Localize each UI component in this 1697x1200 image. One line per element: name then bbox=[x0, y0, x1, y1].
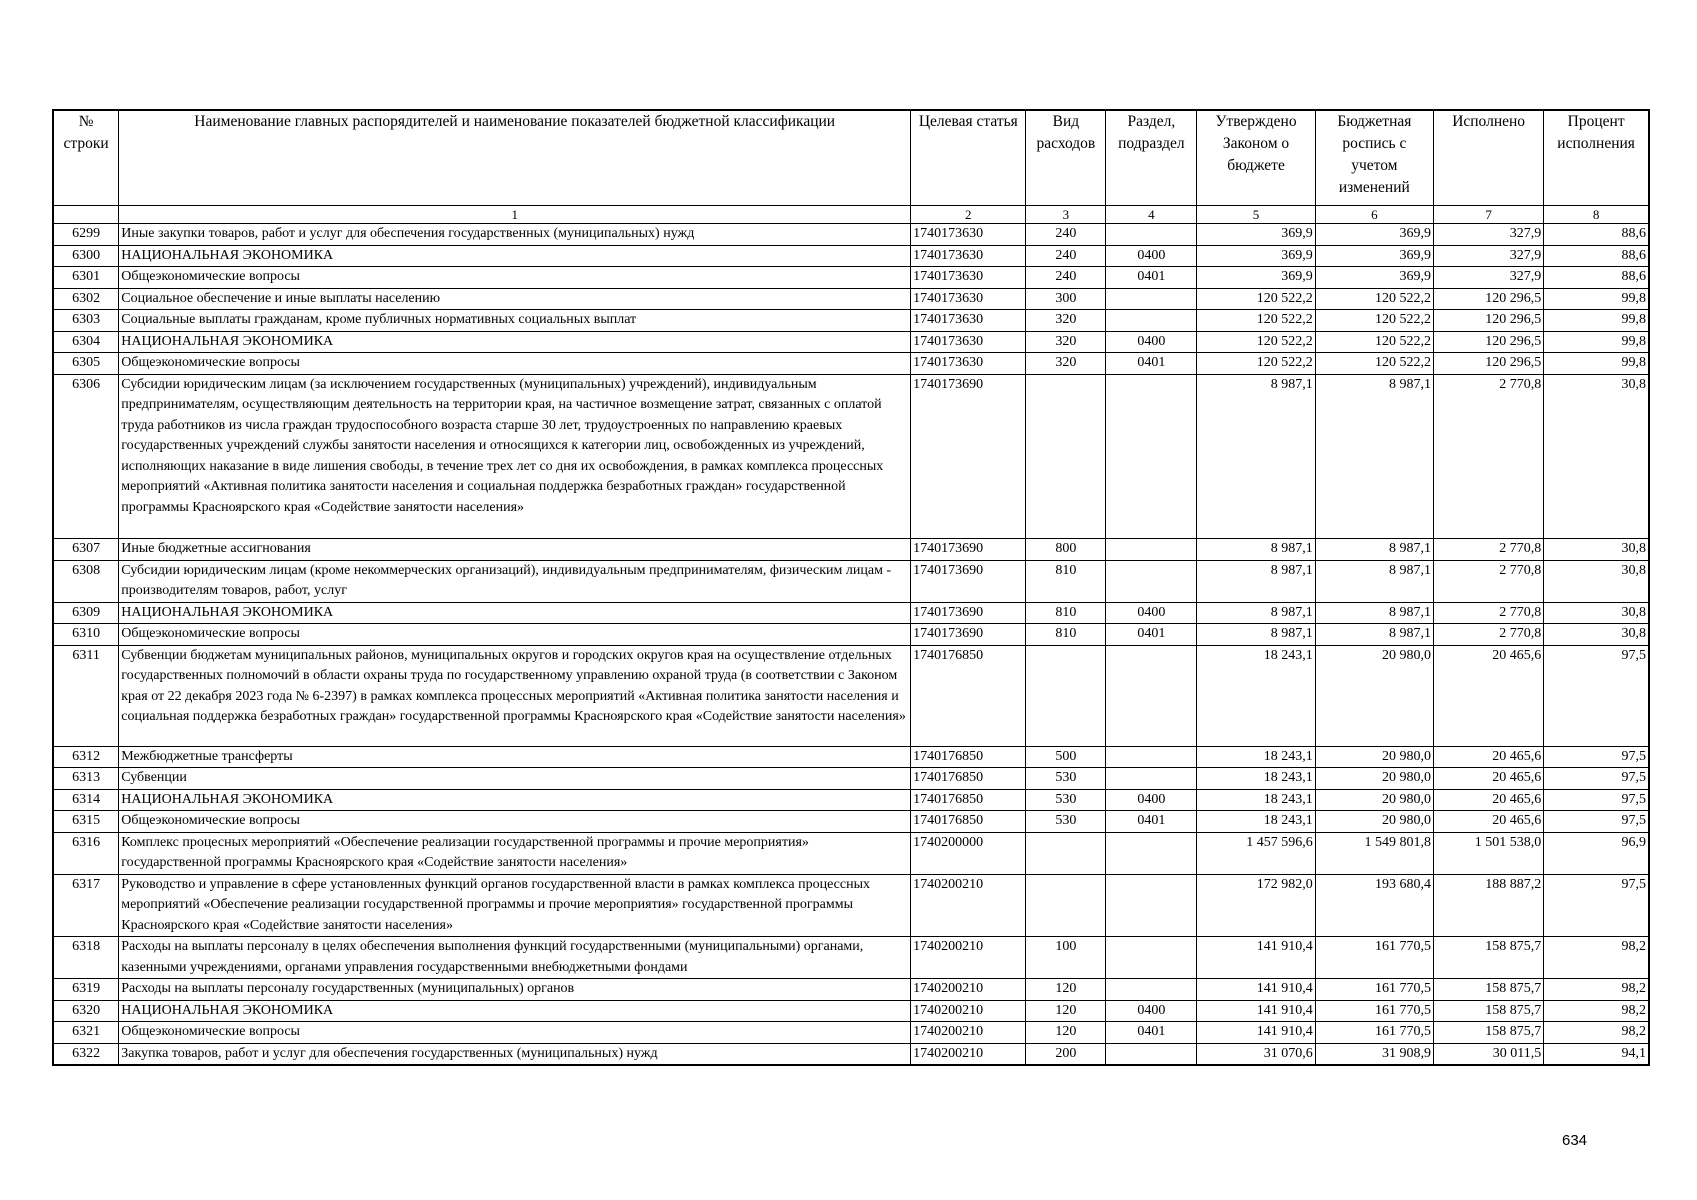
row-executed: 20 465,6 bbox=[1434, 768, 1544, 790]
table-row bbox=[53, 267, 1649, 289]
row-name: Социальные выплаты гражданам, кроме публичных нормативных социальных выплат bbox=[119, 310, 911, 332]
row-section: 0400 bbox=[1106, 789, 1197, 811]
row-approved: 8 987,1 bbox=[1197, 374, 1315, 539]
row-executed: 158 875,7 bbox=[1434, 1000, 1544, 1022]
row-name: Субсидии юридическим лицам (кроме некоммерческих организаций), индивидуальным предпринимателям, физическим лицам - производителям товаров, работ, услуг bbox=[119, 560, 911, 602]
row-expense-kind bbox=[1026, 832, 1106, 874]
row-target-article: 1740173690 bbox=[911, 539, 1026, 561]
row-executed: 158 875,7 bbox=[1434, 937, 1544, 979]
row-executed: 20 465,6 bbox=[1434, 746, 1544, 768]
row-section bbox=[1106, 560, 1197, 602]
row-approved: 120 522,2 bbox=[1197, 353, 1315, 375]
row-expense-kind: 810 bbox=[1026, 560, 1106, 602]
row-expense-kind bbox=[1026, 374, 1106, 539]
budget-table bbox=[52, 109, 1650, 1066]
row-expense-kind: 100 bbox=[1026, 937, 1106, 979]
row-approved: 8 987,1 bbox=[1197, 539, 1315, 561]
row-name: Социальное обеспечение и иные выплаты населению bbox=[119, 288, 911, 310]
row-target-article: 1740200210 bbox=[911, 1043, 1026, 1065]
row-approved: 1 457 596,6 bbox=[1197, 832, 1315, 874]
row-name: Общеэкономические вопросы bbox=[119, 353, 911, 375]
row-percent: 88,6 bbox=[1544, 267, 1649, 289]
row-budget-schedule: 8 987,1 bbox=[1315, 374, 1433, 539]
row-budget-schedule: 120 522,2 bbox=[1315, 353, 1433, 375]
row-executed: 120 296,5 bbox=[1434, 288, 1544, 310]
row-name: НАЦИОНАЛЬНАЯ ЭКОНОМИКА bbox=[119, 331, 911, 353]
row-executed: 327,9 bbox=[1434, 245, 1544, 267]
header-percent: Процент исполнения bbox=[1544, 110, 1649, 206]
row-executed: 2 770,8 bbox=[1434, 624, 1544, 646]
row-expense-kind: 530 bbox=[1026, 811, 1106, 833]
row-executed: 2 770,8 bbox=[1434, 539, 1544, 561]
table-row bbox=[53, 539, 1649, 561]
row-section bbox=[1106, 874, 1197, 937]
header-row-number: № строки bbox=[53, 110, 119, 206]
row-expense-kind: 300 bbox=[1026, 288, 1106, 310]
row-budget-schedule: 8 987,1 bbox=[1315, 560, 1433, 602]
row-section: 0400 bbox=[1106, 1000, 1197, 1022]
table-row bbox=[53, 288, 1649, 310]
row-executed: 2 770,8 bbox=[1434, 560, 1544, 602]
row-target-article: 1740173630 bbox=[911, 245, 1026, 267]
row-target-article: 1740200210 bbox=[911, 874, 1026, 937]
row-number: 6319 bbox=[53, 979, 119, 1001]
row-section bbox=[1106, 832, 1197, 874]
row-approved: 172 982,0 bbox=[1197, 874, 1315, 937]
row-number: 6299 bbox=[53, 224, 119, 246]
row-name: Руководство и управление в сфере установленных функций органов государственной власти в рамках комплекса процессных мероприятий «Обеспечение реализации государственной программы и прочие мероприятия» государственной программы Красноярского края «Содействие занятости населения» bbox=[119, 874, 911, 937]
row-number: 6312 bbox=[53, 746, 119, 768]
row-target-article: 1740200210 bbox=[911, 937, 1026, 979]
row-percent: 96,9 bbox=[1544, 832, 1649, 874]
row-approved: 18 243,1 bbox=[1197, 746, 1315, 768]
row-expense-kind: 810 bbox=[1026, 624, 1106, 646]
row-number: 6305 bbox=[53, 353, 119, 375]
row-target-article: 1740200210 bbox=[911, 1000, 1026, 1022]
row-name: Общеэкономические вопросы bbox=[119, 267, 911, 289]
table-row bbox=[53, 937, 1649, 979]
row-target-article: 1740173690 bbox=[911, 624, 1026, 646]
row-executed: 20 465,6 bbox=[1434, 789, 1544, 811]
row-name: Иные бюджетные ассигнования bbox=[119, 539, 911, 561]
row-percent: 94,1 bbox=[1544, 1043, 1649, 1065]
row-budget-schedule: 161 770,5 bbox=[1315, 979, 1433, 1001]
table-row bbox=[53, 245, 1649, 267]
row-budget-schedule: 20 980,0 bbox=[1315, 645, 1433, 746]
row-percent: 99,8 bbox=[1544, 288, 1649, 310]
row-section: 0401 bbox=[1106, 1022, 1197, 1044]
row-budget-schedule: 31 908,9 bbox=[1315, 1043, 1433, 1065]
row-number: 6311 bbox=[53, 645, 119, 746]
header-expense-kind: Вид расходов bbox=[1026, 110, 1106, 206]
row-name: Субвенции бюджетам муниципальных районов, муниципальных округов и городских округов края на осуществление отдельных государственных полномочий в области охраны труда по государственному управлению охраной труда (в соответствии с Законом края от 22 декабря 2023 года № 6-2397) в рамках комплекса процессных мероприятий «Активная политика занятости населения и социальная поддержка безработных граждан» государственной программы Красноярского края «Содействие занятости населения» bbox=[119, 645, 911, 746]
table-row bbox=[53, 768, 1649, 790]
row-percent: 98,2 bbox=[1544, 937, 1649, 979]
row-number: 6303 bbox=[53, 310, 119, 332]
row-approved: 369,9 bbox=[1197, 224, 1315, 246]
row-number: 6300 bbox=[53, 245, 119, 267]
row-approved: 18 243,1 bbox=[1197, 789, 1315, 811]
row-budget-schedule: 1 549 801,8 bbox=[1315, 832, 1433, 874]
row-number: 6322 bbox=[53, 1043, 119, 1065]
column-number-blank bbox=[53, 206, 119, 224]
row-section bbox=[1106, 310, 1197, 332]
row-expense-kind: 120 bbox=[1026, 1022, 1106, 1044]
row-target-article: 1740173690 bbox=[911, 602, 1026, 624]
row-target-article: 1740200210 bbox=[911, 979, 1026, 1001]
row-number: 6306 bbox=[53, 374, 119, 539]
row-budget-schedule: 8 987,1 bbox=[1315, 624, 1433, 646]
column-number: 5 bbox=[1197, 206, 1315, 224]
row-name: Закупка товаров, работ и услуг для обеспечения государственных (муниципальных) нужд bbox=[119, 1043, 911, 1065]
row-percent: 97,5 bbox=[1544, 645, 1649, 746]
row-name: Межбюджетные трансферты bbox=[119, 746, 911, 768]
row-name: Комплекс процесных мероприятий «Обеспечение реализации государственной программы и прочие мероприятия» государственной программы Красноярского края «Содействие занятости населения» bbox=[119, 832, 911, 874]
row-executed: 120 296,5 bbox=[1434, 331, 1544, 353]
row-name: Расходы на выплаты персоналу в целях обеспечения выполнения функций государственными (муниципальными) органами, казенными учреждениями, органами управления государственными внебюджетными фондами bbox=[119, 937, 911, 979]
row-expense-kind: 810 bbox=[1026, 602, 1106, 624]
row-number: 6313 bbox=[53, 768, 119, 790]
row-number: 6309 bbox=[53, 602, 119, 624]
table-row bbox=[53, 1000, 1649, 1022]
row-executed: 2 770,8 bbox=[1434, 374, 1544, 539]
row-budget-schedule: 120 522,2 bbox=[1315, 331, 1433, 353]
row-section: 0400 bbox=[1106, 331, 1197, 353]
row-approved: 141 910,4 bbox=[1197, 979, 1315, 1001]
row-approved: 120 522,2 bbox=[1197, 331, 1315, 353]
table-row bbox=[53, 602, 1649, 624]
row-budget-schedule: 20 980,0 bbox=[1315, 768, 1433, 790]
row-budget-schedule: 8 987,1 bbox=[1315, 539, 1433, 561]
row-target-article: 1740173630 bbox=[911, 331, 1026, 353]
budget-sheet bbox=[52, 109, 1650, 1066]
row-percent: 30,8 bbox=[1544, 374, 1649, 539]
row-expense-kind: 240 bbox=[1026, 224, 1106, 246]
row-budget-schedule: 193 680,4 bbox=[1315, 874, 1433, 937]
row-target-article: 1740173630 bbox=[911, 267, 1026, 289]
column-number: 3 bbox=[1026, 206, 1106, 224]
row-number: 6314 bbox=[53, 789, 119, 811]
row-name: НАЦИОНАЛЬНАЯ ЭКОНОМИКА bbox=[119, 789, 911, 811]
row-executed: 120 296,5 bbox=[1434, 310, 1544, 332]
row-approved: 18 243,1 bbox=[1197, 811, 1315, 833]
row-name: Иные закупки товаров, работ и услуг для обеспечения государственных (муниципальных) нужд bbox=[119, 224, 911, 246]
row-budget-schedule: 120 522,2 bbox=[1315, 310, 1433, 332]
column-number: 1 bbox=[119, 206, 911, 224]
row-number: 6307 bbox=[53, 539, 119, 561]
row-number: 6302 bbox=[53, 288, 119, 310]
row-executed: 20 465,6 bbox=[1434, 645, 1544, 746]
row-target-article: 1740173630 bbox=[911, 353, 1026, 375]
row-percent: 98,2 bbox=[1544, 1022, 1649, 1044]
row-percent: 98,2 bbox=[1544, 1000, 1649, 1022]
table-row bbox=[53, 874, 1649, 937]
row-name: Общеэкономические вопросы bbox=[119, 1022, 911, 1044]
row-name: НАЦИОНАЛЬНАЯ ЭКОНОМИКА bbox=[119, 1000, 911, 1022]
row-approved: 141 910,4 bbox=[1197, 937, 1315, 979]
row-percent: 97,5 bbox=[1544, 874, 1649, 937]
row-percent: 88,6 bbox=[1544, 245, 1649, 267]
row-target-article: 1740176850 bbox=[911, 789, 1026, 811]
row-target-article: 1740173630 bbox=[911, 310, 1026, 332]
row-expense-kind: 530 bbox=[1026, 789, 1106, 811]
column-number: 6 bbox=[1315, 206, 1433, 224]
row-percent: 88,6 bbox=[1544, 224, 1649, 246]
row-executed: 20 465,6 bbox=[1434, 811, 1544, 833]
table-row bbox=[53, 1043, 1649, 1065]
row-expense-kind bbox=[1026, 645, 1106, 746]
row-expense-kind: 240 bbox=[1026, 267, 1106, 289]
row-executed: 327,9 bbox=[1434, 224, 1544, 246]
table-row bbox=[53, 811, 1649, 833]
column-number: 4 bbox=[1106, 206, 1197, 224]
row-expense-kind: 320 bbox=[1026, 310, 1106, 332]
header-executed: Исполнено bbox=[1434, 110, 1544, 206]
table-row bbox=[53, 560, 1649, 602]
row-approved: 369,9 bbox=[1197, 267, 1315, 289]
row-expense-kind bbox=[1026, 874, 1106, 937]
row-section: 0400 bbox=[1106, 602, 1197, 624]
row-number: 6317 bbox=[53, 874, 119, 937]
row-expense-kind: 530 bbox=[1026, 768, 1106, 790]
row-percent: 30,8 bbox=[1544, 560, 1649, 602]
row-number: 6304 bbox=[53, 331, 119, 353]
column-number: 2 bbox=[911, 206, 1026, 224]
row-executed: 327,9 bbox=[1434, 267, 1544, 289]
row-executed: 158 875,7 bbox=[1434, 979, 1544, 1001]
row-percent: 30,8 bbox=[1544, 602, 1649, 624]
row-target-article: 1740200000 bbox=[911, 832, 1026, 874]
row-section bbox=[1106, 746, 1197, 768]
row-section bbox=[1106, 1043, 1197, 1065]
row-approved: 369,9 bbox=[1197, 245, 1315, 267]
row-section: 0401 bbox=[1106, 353, 1197, 375]
table-body bbox=[53, 224, 1649, 1066]
table-row bbox=[53, 374, 1649, 539]
column-number: 7 bbox=[1434, 206, 1544, 224]
row-executed: 2 770,8 bbox=[1434, 602, 1544, 624]
row-section: 0401 bbox=[1106, 267, 1197, 289]
row-name: Расходы на выплаты персоналу государственных (муниципальных) органов bbox=[119, 979, 911, 1001]
table-row bbox=[53, 832, 1649, 874]
table-row bbox=[53, 331, 1649, 353]
row-number: 6310 bbox=[53, 624, 119, 646]
row-number: 6321 bbox=[53, 1022, 119, 1044]
row-percent: 30,8 bbox=[1544, 539, 1649, 561]
row-percent: 97,5 bbox=[1544, 811, 1649, 833]
row-name: НАЦИОНАЛЬНАЯ ЭКОНОМИКА bbox=[119, 245, 911, 267]
row-name: НАЦИОНАЛЬНАЯ ЭКОНОМИКА bbox=[119, 602, 911, 624]
row-expense-kind: 320 bbox=[1026, 353, 1106, 375]
header-budget-schedule: Бюджетная роспись с учетом изменений bbox=[1315, 110, 1433, 206]
row-budget-schedule: 369,9 bbox=[1315, 245, 1433, 267]
row-name: Субсидии юридическим лицам (за исключением государственных (муниципальных) учреждений), индивидуальным предпринимателям, осуществляющим деятельность на территории края, на частичное возмещение затрат, связанных с оплатой труда работников из числа граждан трудоспособного возраста старше 30 лет, трудоустроенных по направлению краевых государственных учреждений службы занятости населения и относящихся к категории лиц, освобожденных из учреждений, исполняющих наказание в виде лишения свободы, в течение трех лет со дня их освобождения, в рамках комплекса процессных мероприятий «Активная политика занятости населения и социальная поддержка безработных граждан» государственной программы Красноярского края «Содействие занятости населения» bbox=[119, 374, 911, 539]
row-executed: 1 501 538,0 bbox=[1434, 832, 1544, 874]
row-section: 0401 bbox=[1106, 811, 1197, 833]
row-percent: 30,8 bbox=[1544, 624, 1649, 646]
row-name: Субвенции bbox=[119, 768, 911, 790]
row-approved: 8 987,1 bbox=[1197, 602, 1315, 624]
row-number: 6320 bbox=[53, 1000, 119, 1022]
table-row bbox=[53, 353, 1649, 375]
row-percent: 99,8 bbox=[1544, 353, 1649, 375]
row-number: 6301 bbox=[53, 267, 119, 289]
row-number: 6318 bbox=[53, 937, 119, 979]
row-percent: 97,5 bbox=[1544, 789, 1649, 811]
row-executed: 158 875,7 bbox=[1434, 1022, 1544, 1044]
row-section bbox=[1106, 645, 1197, 746]
row-section bbox=[1106, 374, 1197, 539]
row-approved: 8 987,1 bbox=[1197, 560, 1315, 602]
row-name: Общеэкономические вопросы bbox=[119, 624, 911, 646]
table-row bbox=[53, 645, 1649, 746]
table-row bbox=[53, 746, 1649, 768]
row-executed: 120 296,5 bbox=[1434, 353, 1544, 375]
row-expense-kind: 240 bbox=[1026, 245, 1106, 267]
row-expense-kind: 120 bbox=[1026, 1000, 1106, 1022]
row-section bbox=[1106, 937, 1197, 979]
row-target-article: 1740176850 bbox=[911, 645, 1026, 746]
row-section bbox=[1106, 288, 1197, 310]
row-target-article: 1740176850 bbox=[911, 811, 1026, 833]
row-number: 6308 bbox=[53, 560, 119, 602]
row-budget-schedule: 369,9 bbox=[1315, 267, 1433, 289]
row-section bbox=[1106, 979, 1197, 1001]
row-budget-schedule: 20 980,0 bbox=[1315, 811, 1433, 833]
row-target-article: 1740173630 bbox=[911, 224, 1026, 246]
row-target-article: 1740176850 bbox=[911, 746, 1026, 768]
row-approved: 141 910,4 bbox=[1197, 1022, 1315, 1044]
table-row bbox=[53, 979, 1649, 1001]
header-approved: Утверждено Законом о бюджете bbox=[1197, 110, 1315, 206]
row-section bbox=[1106, 224, 1197, 246]
row-budget-schedule: 120 522,2 bbox=[1315, 288, 1433, 310]
row-section: 0400 bbox=[1106, 245, 1197, 267]
row-approved: 120 522,2 bbox=[1197, 288, 1315, 310]
row-approved: 18 243,1 bbox=[1197, 768, 1315, 790]
row-target-article: 1740200210 bbox=[911, 1022, 1026, 1044]
row-expense-kind: 320 bbox=[1026, 331, 1106, 353]
column-number: 8 bbox=[1544, 206, 1649, 224]
row-budget-schedule: 20 980,0 bbox=[1315, 789, 1433, 811]
row-budget-schedule: 161 770,5 bbox=[1315, 1000, 1433, 1022]
table-row bbox=[53, 789, 1649, 811]
table-row bbox=[53, 224, 1649, 246]
header-section: Раздел, подраздел bbox=[1106, 110, 1197, 206]
row-expense-kind: 200 bbox=[1026, 1043, 1106, 1065]
row-approved: 18 243,1 bbox=[1197, 645, 1315, 746]
row-percent: 97,5 bbox=[1544, 768, 1649, 790]
row-section bbox=[1106, 539, 1197, 561]
header-name: Наименование главных распорядителей и наименование показателей бюджетной классификации bbox=[119, 110, 911, 206]
table-row bbox=[53, 624, 1649, 646]
row-executed: 30 011,5 bbox=[1434, 1043, 1544, 1065]
table-header-row bbox=[53, 110, 1649, 206]
row-number: 6315 bbox=[53, 811, 119, 833]
row-budget-schedule: 161 770,5 bbox=[1315, 937, 1433, 979]
row-approved: 31 070,6 bbox=[1197, 1043, 1315, 1065]
row-approved: 8 987,1 bbox=[1197, 624, 1315, 646]
row-percent: 98,2 bbox=[1544, 979, 1649, 1001]
row-budget-schedule: 8 987,1 bbox=[1315, 602, 1433, 624]
row-expense-kind: 500 bbox=[1026, 746, 1106, 768]
row-name: Общеэкономические вопросы bbox=[119, 811, 911, 833]
table-row bbox=[53, 310, 1649, 332]
page-number: 634 bbox=[1562, 1132, 1588, 1149]
row-expense-kind: 120 bbox=[1026, 979, 1106, 1001]
row-target-article: 1740176850 bbox=[911, 768, 1026, 790]
row-section bbox=[1106, 768, 1197, 790]
row-executed: 188 887,2 bbox=[1434, 874, 1544, 937]
row-percent: 99,8 bbox=[1544, 331, 1649, 353]
row-budget-schedule: 369,9 bbox=[1315, 224, 1433, 246]
row-budget-schedule: 20 980,0 bbox=[1315, 746, 1433, 768]
row-percent: 99,8 bbox=[1544, 310, 1649, 332]
row-expense-kind: 800 bbox=[1026, 539, 1106, 561]
row-target-article: 1740173690 bbox=[911, 560, 1026, 602]
row-target-article: 1740173690 bbox=[911, 374, 1026, 539]
table-row bbox=[53, 1022, 1649, 1044]
header-target-article: Целевая статья bbox=[911, 110, 1026, 206]
column-numbers-row bbox=[53, 206, 1649, 224]
row-approved: 120 522,2 bbox=[1197, 310, 1315, 332]
row-section: 0401 bbox=[1106, 624, 1197, 646]
row-approved: 141 910,4 bbox=[1197, 1000, 1315, 1022]
row-target-article: 1740173630 bbox=[911, 288, 1026, 310]
row-percent: 97,5 bbox=[1544, 746, 1649, 768]
row-budget-schedule: 161 770,5 bbox=[1315, 1022, 1433, 1044]
row-number: 6316 bbox=[53, 832, 119, 874]
